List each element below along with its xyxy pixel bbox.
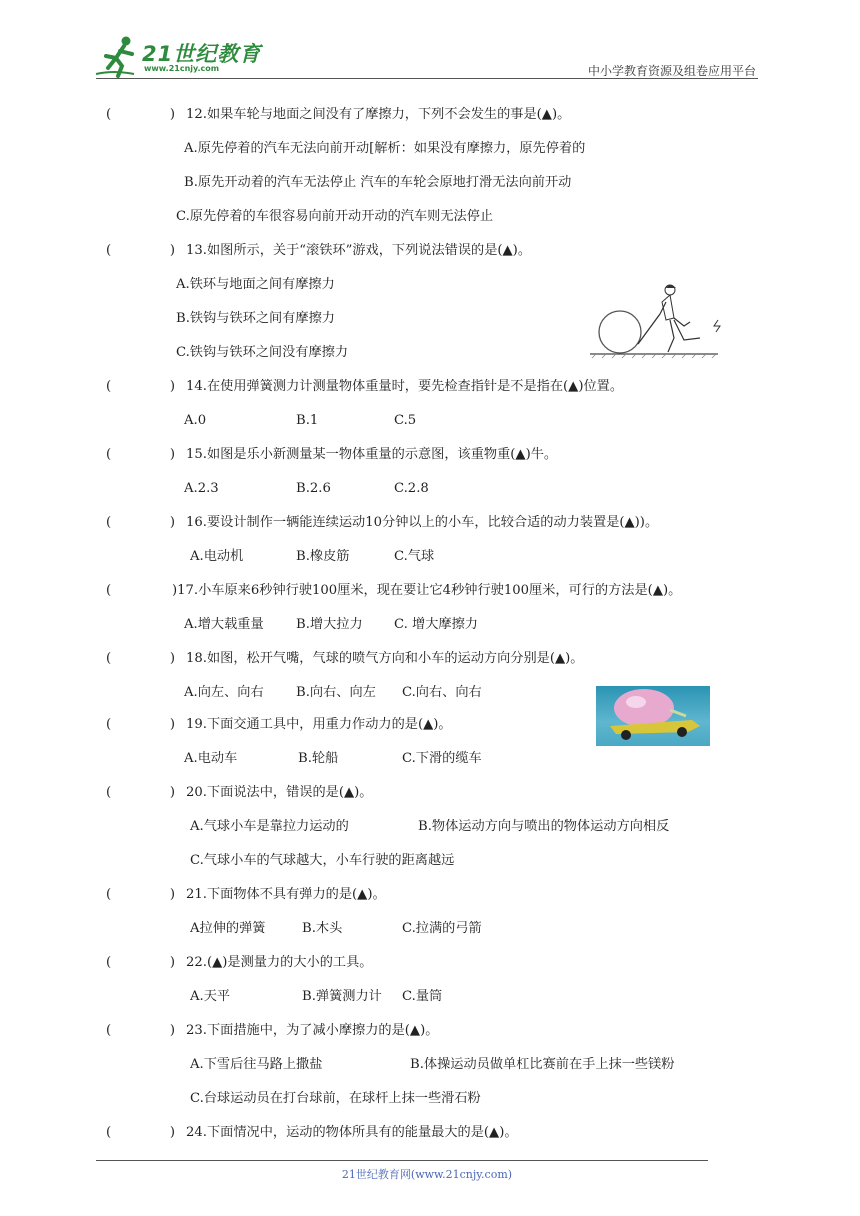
- question-stem: 14.在使用弹簧测力计测量物体重量时，要先检查指针是不是指在(▲)位置。: [186, 379, 624, 394]
- option-a: A.电动机: [190, 549, 244, 564]
- answer-paren[interactable]: ( ): [106, 955, 175, 970]
- balloon-car-icon: [596, 686, 710, 746]
- option-line: A.铁环与地面之间有摩擦力: [176, 277, 335, 292]
- option-a: A.2.3: [184, 481, 219, 496]
- answer-paren[interactable]: ( ): [106, 717, 175, 732]
- answer-paren[interactable]: ( ): [106, 447, 175, 462]
- question-stem: 24.下面情况中，运动的物体所具有的能量最大的是(▲)。: [186, 1125, 518, 1140]
- option-line: A.原先停着的汽车无法向前开动[解析：如果没有摩擦力，原先停着的: [184, 141, 586, 156]
- option-c: C.向右、向右: [402, 685, 482, 700]
- answer-paren[interactable]: ( ): [106, 515, 175, 530]
- question-stem: 13.如图所示，关于“滚铁环”游戏，下列说法错误的是(▲)。: [186, 243, 532, 258]
- question-stem: 20.下面说法中，错误的是(▲)。: [186, 785, 373, 800]
- question-stem: 22.(▲)是测量力的大小的工具。: [186, 955, 373, 970]
- answer-paren[interactable]: ( ): [106, 651, 175, 666]
- option-a: A.天平: [190, 989, 231, 1004]
- option-c: C.2.8: [394, 481, 429, 496]
- option-c: C.拉满的弓箭: [402, 921, 482, 936]
- page-header: [0, 0, 860, 80]
- logo-url: www.21cnjy.com: [144, 64, 220, 73]
- option-a: A.向左、向右: [184, 685, 264, 700]
- option-b: B.弹簧测力计: [302, 989, 382, 1004]
- header-divider: [96, 78, 758, 79]
- option-b: B.橡皮筋: [296, 549, 350, 564]
- option-a: A.增大载重量: [184, 617, 264, 632]
- option-line: B.铁钩与铁环之间有摩擦力: [176, 311, 335, 326]
- option-b: B.1: [296, 413, 319, 428]
- question-stem: 18.如图，松开气嘴，气球的喷气方向和小车的运动方向分别是(▲)。: [186, 651, 584, 666]
- option-a: A.0: [184, 413, 207, 428]
- option-c: C.下滑的缆车: [402, 751, 482, 766]
- option-line: C.铁钩与铁环之间没有摩擦力: [176, 345, 349, 360]
- option-c: C.气球: [394, 549, 435, 564]
- option-b: B.木头: [302, 921, 343, 936]
- option-line: B.原先开动着的汽车无法停止 汽车的车轮会原地打滑无法向前开动: [184, 175, 572, 190]
- option-c: C. 增大摩擦力: [394, 617, 478, 632]
- option-a: A.气球小车是靠拉力运动的: [190, 819, 349, 834]
- answer-paren[interactable]: ( ): [106, 243, 175, 258]
- question-stem: )17.小车原来6秒钟行驶100厘米，现在要让它4秒钟行驶100厘米，可行的方法是(▲)。: [172, 583, 682, 598]
- question-stem: 12.如果车轮与地面之间没有了摩擦力，下列不会发生的事是(▲)。: [186, 107, 571, 122]
- option-c: C.气球小车的气球越大，小车行驶的距离越远: [190, 853, 455, 868]
- question-stem: 19.下面交通工具中，用重力作动力的是(▲)。: [186, 717, 452, 732]
- answer-paren[interactable]: ( ): [106, 785, 175, 800]
- answer-paren[interactable]: ( ): [106, 107, 175, 122]
- balloon-car-photo: [596, 686, 710, 746]
- footer-link[interactable]: 21世纪教育网(www.21cnjy.com): [341, 1168, 513, 1181]
- option-a: A拉伸的弹簧: [190, 921, 266, 936]
- hoop-rolling-illustration: [588, 280, 728, 362]
- logo-text: 21世纪教育: [142, 42, 262, 66]
- answer-paren[interactable]: ( ): [106, 1125, 175, 1140]
- option-c: C.5: [394, 413, 417, 428]
- option-b: B.轮船: [298, 751, 339, 766]
- question-stem: 16.要设计制作一辆能连续运动10分钟以上的小车，比较合适的动力装置是(▲))。: [186, 515, 659, 530]
- option-b: B.体操运动员做单杠比赛前在手上抹一些镁粉: [410, 1057, 675, 1072]
- answer-paren[interactable]: ( ): [106, 379, 175, 394]
- answer-paren[interactable]: (: [106, 583, 166, 598]
- option-b: B.物体运动方向与喷出的物体运动方向相反: [418, 819, 670, 834]
- platform-title: 中小学教育资源及组卷应用平台: [587, 64, 756, 78]
- answer-paren[interactable]: ( ): [106, 887, 175, 902]
- question-stem: 15.如图是乐小新测量某一物体重量的示意图，该重物重(▲)牛。: [186, 447, 558, 462]
- option-a: A.下雪后往马路上撒盐: [190, 1057, 323, 1072]
- question-stem: 23.下面措施中，为了减小摩擦力的是(▲)。: [186, 1023, 439, 1038]
- runner-logo-icon: [94, 34, 144, 78]
- option-b: B.增大拉力: [296, 617, 363, 632]
- option-b: B.向右、向左: [296, 685, 376, 700]
- footer-divider: [96, 1160, 708, 1161]
- option-c: C.量筒: [402, 989, 443, 1004]
- answer-paren[interactable]: ( ): [106, 1023, 175, 1038]
- question-stem: 21.下面物体不具有弹力的是(▲)。: [186, 887, 386, 902]
- option-c: C.台球运动员在打台球前，在球杆上抹一些滑石粉: [190, 1091, 481, 1106]
- option-line: C.原先停着的车很容易向前开动开动的汽车则无法停止: [176, 209, 494, 224]
- page-footer: [0, 1166, 860, 1182]
- logo: [94, 34, 269, 80]
- option-b: B.2.6: [296, 481, 331, 496]
- option-a: A.电动车: [184, 751, 238, 766]
